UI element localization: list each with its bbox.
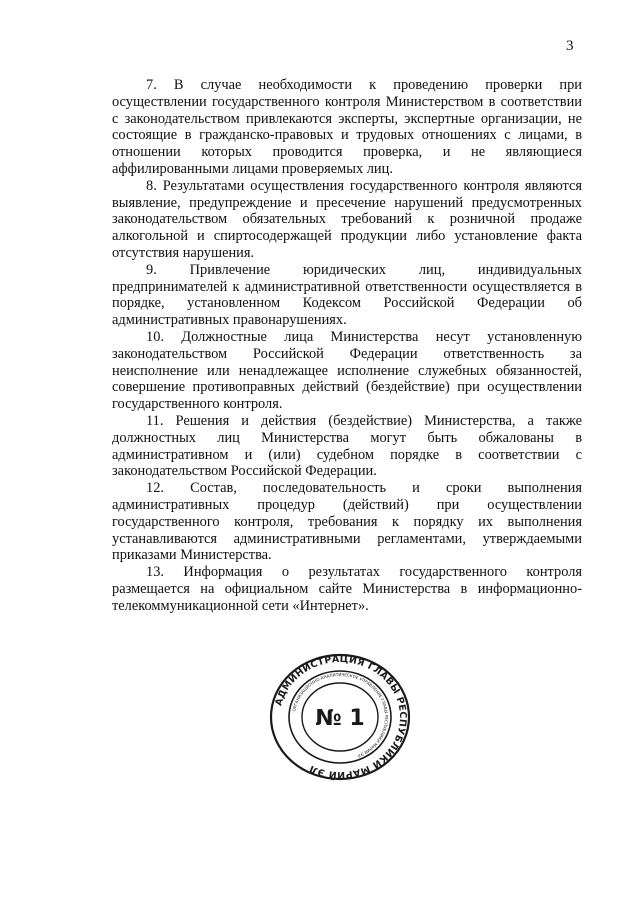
seal-inner-text: ОРГАНИЗАЦИОННО-АНАЛИТИЧЕСКОЕ УПРАВЛЕНИЕ ГЛАВЫ РЕСПУБЛИКИ МАРИЙ ЭЛ (291, 671, 390, 759)
paragraph-13: 13. Информация о результатах государственного контроля размещается на официальном сайте Министерства в информационно-телекоммуникационной сети «Интернет». (112, 564, 582, 614)
seal-center-text: № 1 (315, 706, 365, 731)
paragraph-12: 12. Состав, последовательность и сроки выполнения административных процедур (действий) при осуществлении государственного контроля, требования к порядку их выполнения устанавливаются административными регламентами, утверждаемыми приказами Министерства. (112, 480, 582, 564)
paragraph-8: 8. Результатами осуществления государственного контроля являются выявление, предупреждение и пресечение нарушений предусмотренных законодательством обязательных требований к розничной продаже алкогольной и спиртосодержащей продукции либо установление факта отсутствия нарушения. (112, 177, 582, 261)
seal-stamp-icon (269, 653, 411, 781)
paragraph-7: 7. В случае необходимости к проведению проверки при осуществлении государственного контроля Министерством в соответствии с законодательством привлекаются эксперты, экспертные организации, не состоящие в гражданско-правовых и трудовых отношениях с лицами, в отношении которых проводится проверка, и не являющиеся аффилированными лицами проверяемых лиц. (112, 77, 582, 177)
page-number: 3 (566, 38, 574, 54)
official-seal (269, 653, 411, 781)
seal-outer-text: АДМИНИСТРАЦИЯ ГЛАВЫ РЕСПУБЛИКИ МАРИЙ ЭЛ (273, 653, 409, 781)
paragraph-11: 11. Решения и действия (бездействие) Министерства, а также должностных лиц Министерства могут быть обжалованы в административном и (или) судебном порядке в соответствии с законодательством Российской Федерации. (112, 412, 582, 480)
document-body (112, 77, 582, 615)
paragraph-9: 9. Привлечение юридических лиц, индивидуальных предпринимателей к административной ответственности осуществляется в порядке, установленном Кодексом Российской Федерации об административных правонарушениях. (112, 261, 582, 329)
paragraph-10: 10. Должностные лица Министерства несут установленную законодательством Российской Федерации ответственность за неисполнение или ненадлежащее исполнение служебных обязанностей, совершение противоправных действий (бездействие) при осуществлении государственного контроля. (112, 328, 582, 413)
